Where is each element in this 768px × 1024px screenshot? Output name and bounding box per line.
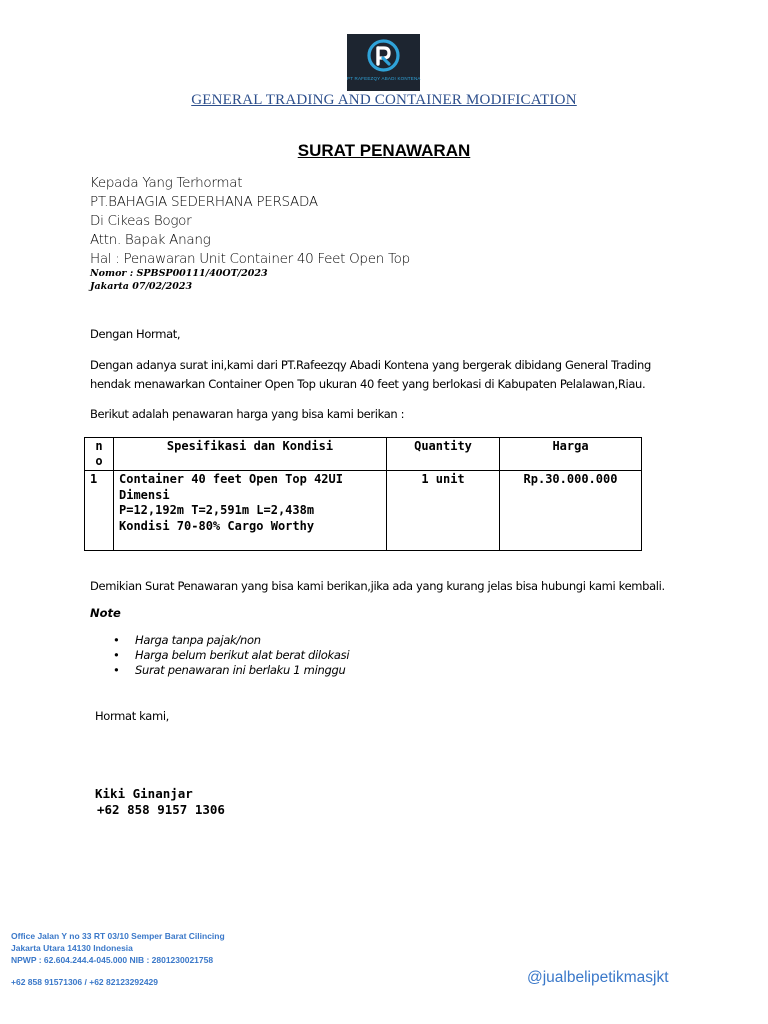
signer-name: Kiki Ginanjar [95,786,193,801]
header-spec: Spesifikasi dan Kondisi [114,438,387,471]
table-row [85,471,642,551]
spec-line-3: P=12,192m T=2,591m L=2,438m [119,503,315,517]
company-tagline: GENERAL TRADING AND CONTAINER MODIFICATION [191,92,577,108]
logo-mark-icon [367,39,400,72]
list-item [113,648,349,663]
note-item-text: Harga belum berikut alat berat dilokasi [135,648,350,662]
offer-table [84,437,642,551]
intro-line-1: Dengan adanya surat ini,kami dari PT.Rafeezqy Abadi Kontena yang bergerak dibidang General Trading [90,358,651,372]
footer-address-2: Jakarta Utara 14130 Indonesia [11,943,133,953]
footer-address-1: Office Jalan Y no 33 RT 03/10 Semper Barat Cilincing [11,931,225,941]
footer-tax-ids: NPWP : 62.604.244.4-045.000 NIB : 2801230021758 [11,955,214,965]
document-number: Nomor : SPBSP00111/40OT/2023 [90,268,268,279]
spec-line-2: Dimensi [119,487,170,502]
spec-line-1: Container 40 feet Open Top 42UI [119,472,343,486]
note-item-text: Surat penawaran ini berlaku 1 minggu [135,663,346,677]
cell-spec [114,471,387,551]
regards: Hormat kami, [95,709,169,723]
closing-text: Demikian Surat Penawaran yang bisa kami berikan,jika ada yang kurang jelas bisa hubungi kami kembali. [90,579,665,593]
document-title: SURAT PENAWARAN [297,141,471,160]
recipient-location: Di Cikeas Bogor [90,213,192,229]
cell-no: 1 [85,471,114,551]
header-no-part-a: n [95,439,103,453]
cell-qty: 1 unit [387,471,500,551]
table-header-row [85,438,642,471]
header-qty: Quantity [387,438,500,471]
note-list [113,633,349,678]
cell-price: Rp.30.000.000 [500,471,642,551]
list-item [113,633,349,648]
intro-line-2: hendak menawarkan Container Open Top ukuran 40 feet yang berlokasi di Kabupaten Pelalawan,Riau. [90,377,646,391]
company-logo [347,34,420,91]
spec-line-4: Kondisi 70-80% Cargo Worthy [119,518,315,533]
list-item [113,663,349,678]
note-item-text: Harga tanpa pajak/non [135,633,261,647]
social-handle: @jualbelipetikmasjkt [527,969,669,986]
recipient-attention: Attn. Bapak Anang [90,232,211,248]
header-no [85,438,114,471]
recipient-line-1: Kepada Yang Terhormat [90,175,243,191]
bullet-icon: • [113,633,120,647]
header-price: Harga [500,438,642,471]
recipient-company: PT.BAHAGIA SEDERHANA PERSADA [90,194,318,210]
bullet-icon: • [113,648,120,662]
greeting: Dengan Hormat, [90,327,181,341]
logo-text: PT RAFEEZQY ABADI KONTENA [347,76,421,81]
footer-phones: +62 858 91571306 / +62 82123292429 [11,977,159,987]
bullet-icon: • [113,663,120,677]
header-no-part-b: o [95,454,103,468]
signer-phone: +62 858 9157 1306 [97,802,225,817]
subject-line: Hal : Penawaran Unit Container 40 Feet Open Top [90,251,410,267]
offer-lead: Berikut adalah penawaran harga yang bisa kami berikan : [90,407,405,421]
note-label: Note [90,606,121,620]
document-date: Jakarta 07/02/2023 [90,281,193,292]
